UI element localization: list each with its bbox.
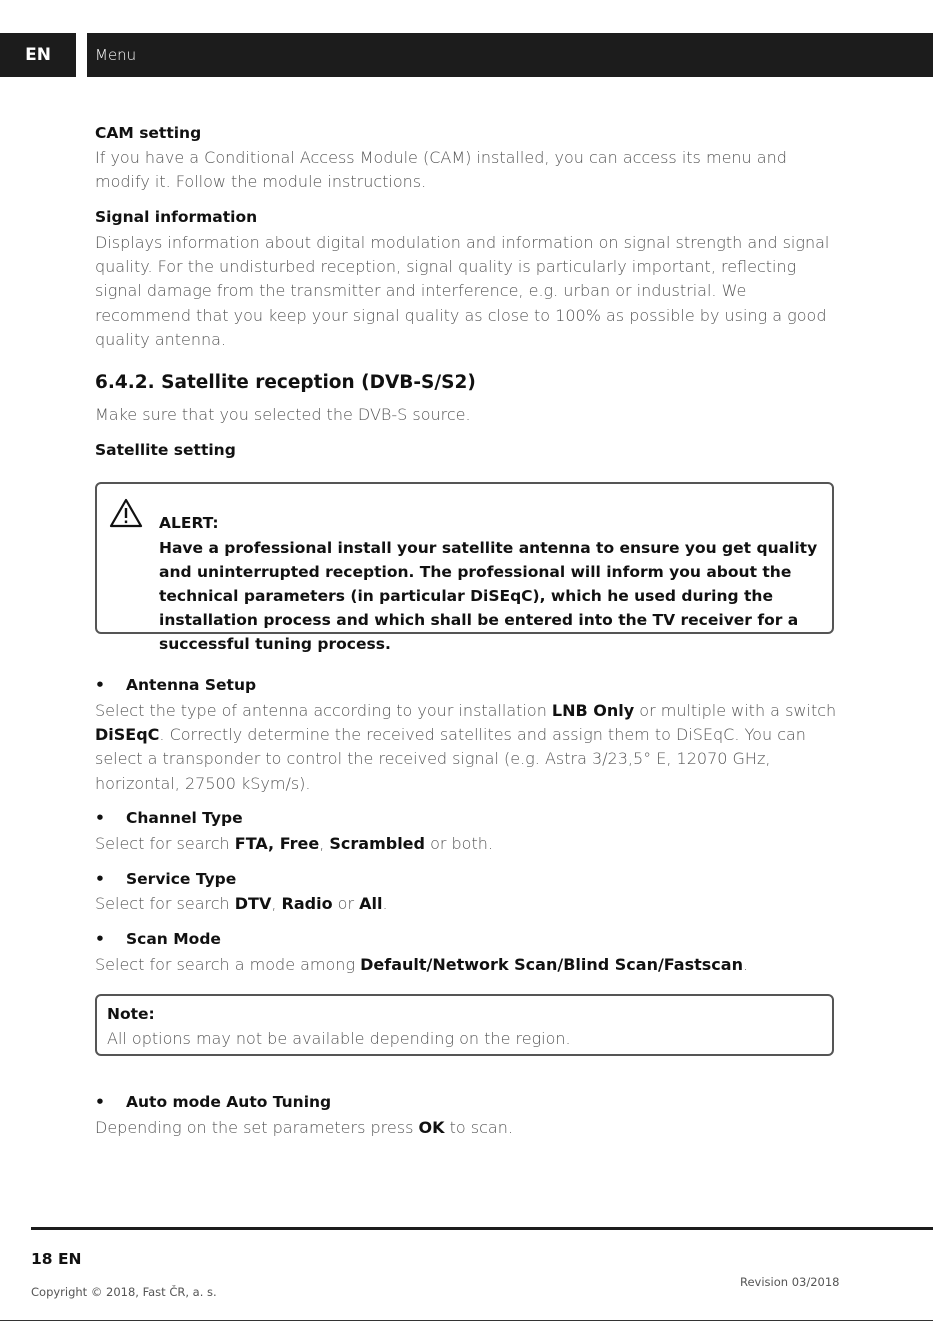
bullet: • — [95, 930, 105, 948]
antenna-setup-title — [95, 676, 256, 694]
diseqc-term: DiSEqC — [95, 725, 160, 745]
scan-text-1: Select for search a mode among — [95, 955, 361, 974]
auto-tuning-label: Auto mode Auto Tuning — [126, 1093, 332, 1111]
service-text-3: or — [332, 894, 360, 913]
alert-box — [95, 482, 834, 653]
bullet: • — [95, 1093, 105, 1111]
page-number: 18 EN — [31, 1250, 82, 1268]
alert-title: ALERT: — [159, 514, 219, 532]
satellite-intro: Make sure that you selected the DVB-S source. — [95, 405, 471, 424]
satellite-setting-title: Satellite setting — [95, 441, 236, 459]
bullet: • — [95, 870, 105, 888]
channel-type-label: Channel Type — [126, 809, 243, 827]
fta-free-term: FTA, Free — [234, 834, 320, 853]
cam-setting-title: CAM setting — [95, 124, 202, 142]
antenna-setup-text — [95, 699, 837, 796]
auto-tuning-text — [95, 1116, 837, 1140]
lnb-only-term: LNB Only — [551, 701, 635, 720]
page-header — [0, 33, 933, 77]
service-text-2: , — [271, 894, 282, 913]
service-text-4: . — [382, 894, 388, 913]
dtv-term: DTV — [234, 894, 272, 913]
signal-information-title: Signal information — [95, 208, 258, 226]
bullet: • — [95, 809, 105, 827]
service-type-text — [95, 892, 837, 916]
copyright-text: Copyright © 2018, Fast ČR, a. s. — [31, 1285, 217, 1299]
footer-divider — [31, 1227, 933, 1230]
channel-text-1: Select for search — [95, 834, 235, 853]
scrambled-term: Scrambled — [329, 834, 425, 853]
page-bottom-divider — [0, 1320, 933, 1321]
note-text: All options may not be available depending on the region. — [107, 1029, 571, 1048]
scan-mode-title — [95, 930, 221, 948]
channel-type-text — [95, 832, 837, 856]
signal-information-text: Displays information about digital modulation and information on signal strength and signal quality. For the undisturbed reception, signal quality is particularly important, reflecting signal damage from the transmitter and interference, e.g. urban or industrial. We recommend that you keep your signal quality as close to 100% as possible by using a good quality antenna. — [95, 233, 830, 349]
service-text-1: Select for search — [95, 894, 235, 913]
warning-triangle-icon — [109, 498, 143, 528]
radio-term: Radio — [281, 894, 333, 913]
channel-type-title — [95, 809, 243, 827]
note-title: Note: — [107, 1005, 155, 1023]
ok-term: OK — [418, 1118, 445, 1137]
antenna-text-3: . Correctly determine the received satellites and assign them to DiSEqC. You can select a transponder to control the received signal (e.g. Astra 3/23,5° E, 12070 GHz, horizontal, 27500 kSym/s). — [95, 725, 806, 793]
alert-text: Have a professional install your satellite antenna to ensure you get quality and uninterrupted reception. The professional will inform you about the technical parameters (in particular DiSEqC), which he used during the installation process and which shall be entered into the TV receiver for a successful tuning process. — [159, 539, 818, 653]
scan-text-2: . — [742, 955, 749, 974]
language-tab: EN — [0, 33, 76, 77]
scan-mode-text — [95, 953, 837, 977]
service-type-title — [95, 870, 236, 888]
channel-text-3: or both. — [424, 834, 493, 853]
auto-text-1: Depending on the set parameters press — [95, 1118, 419, 1137]
section-title-bar: Menu — [87, 33, 933, 77]
cam-setting-text: If you have a Conditional Access Module (CAM) installed, you can access its menu and modify it. Follow the module instructions. — [95, 148, 787, 192]
scan-mode-label: Scan Mode — [126, 930, 221, 948]
channel-text-2: , — [319, 834, 330, 853]
scan-modes-term: Default/Network Scan/Blind Scan/Fastscan — [360, 955, 743, 974]
revision-text: Revision 03/2018 — [740, 1275, 840, 1289]
section-heading: 6.4.2. Satellite reception (DVB-S/S2) — [95, 372, 476, 393]
antenna-setup-label: Antenna Setup — [126, 676, 257, 694]
antenna-text-2: or multiple with a switch — [634, 701, 837, 720]
all-term: All — [359, 894, 383, 913]
service-type-label: Service Type — [126, 870, 237, 888]
auto-tuning-title — [95, 1093, 331, 1111]
note-box — [95, 994, 834, 1056]
bullet: • — [95, 676, 105, 694]
auto-text-2: to scan. — [444, 1118, 513, 1137]
antenna-text-1: Select the type of antenna according to your installation — [95, 701, 552, 720]
